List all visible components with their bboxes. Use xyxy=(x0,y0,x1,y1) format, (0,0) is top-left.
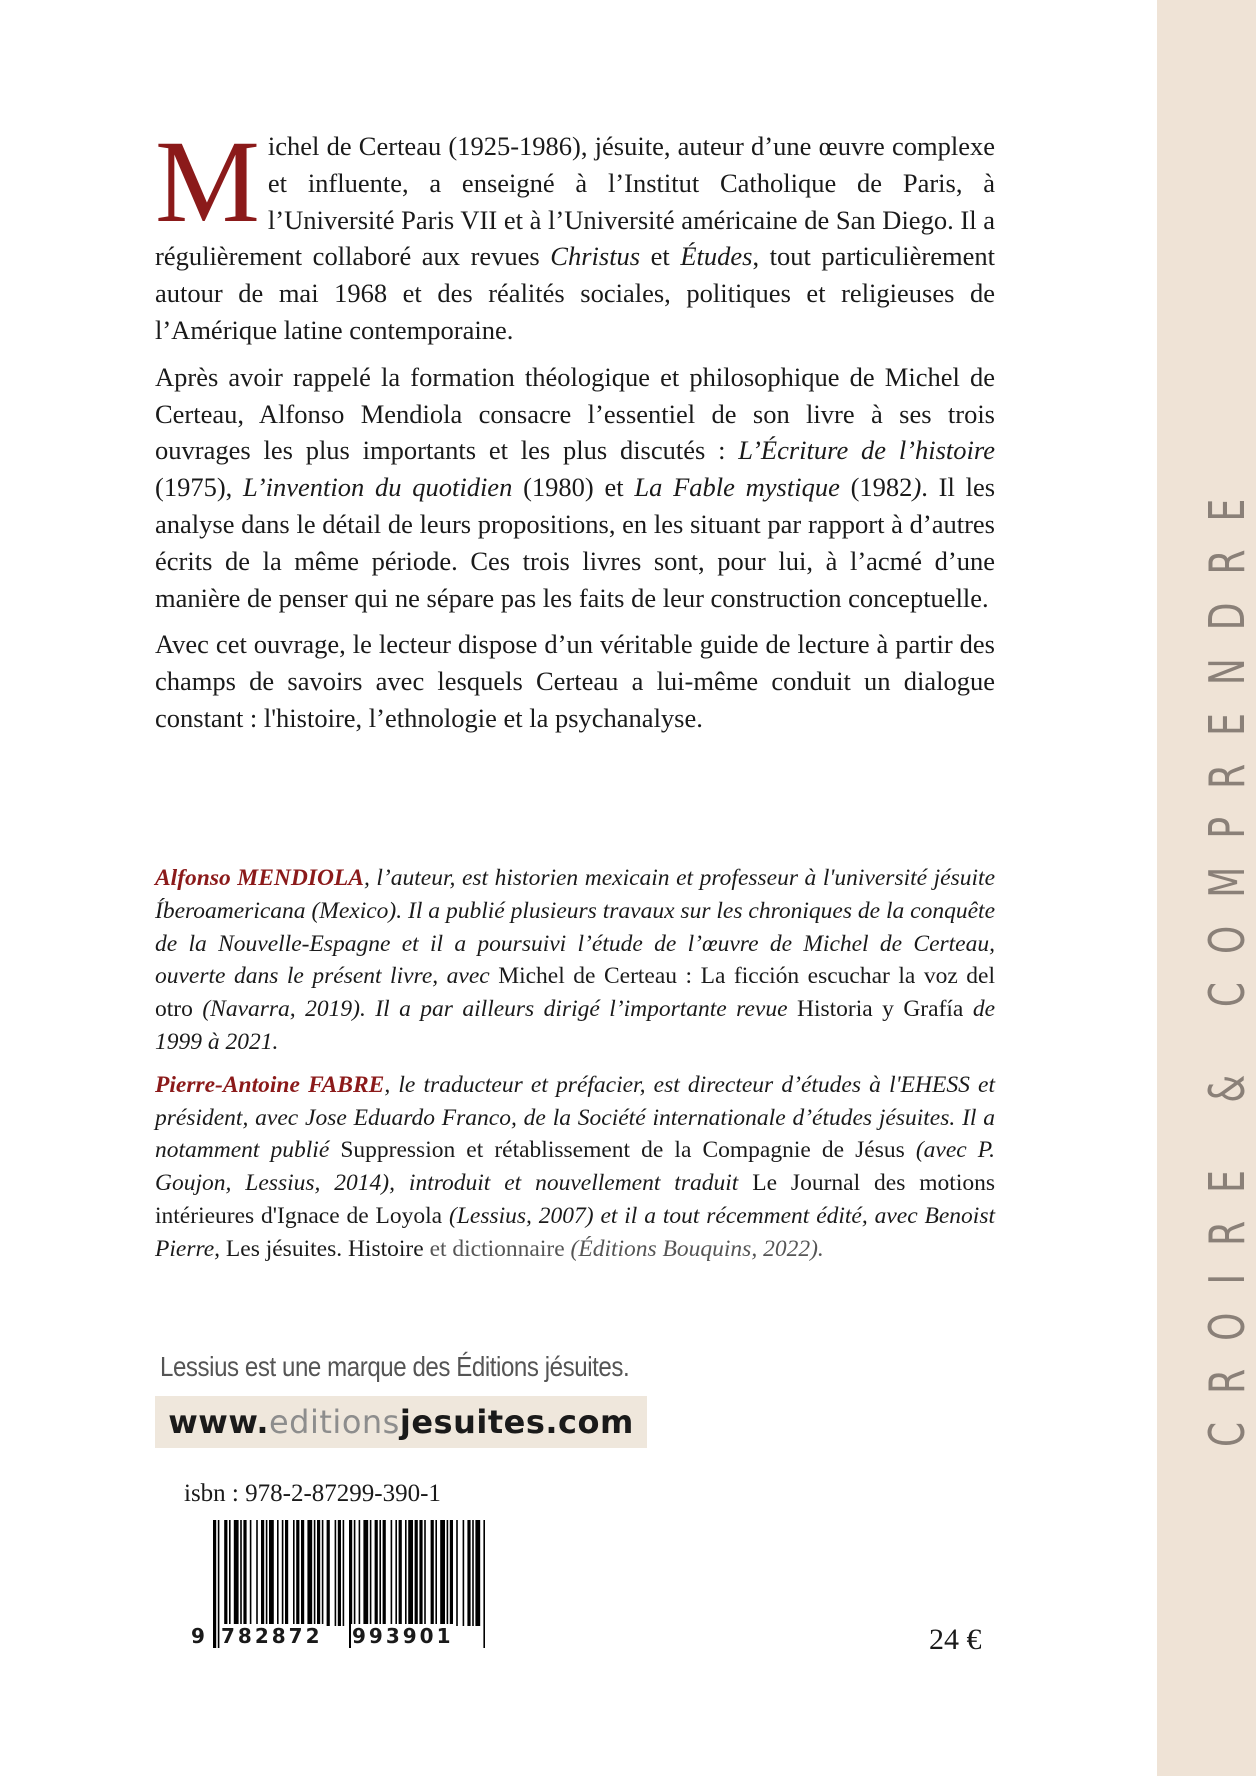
barcode-bar xyxy=(338,1520,341,1626)
barcode-bar xyxy=(483,1520,485,1648)
barcode-bar xyxy=(285,1520,288,1626)
book-title: L’Écriture de l’histoire xyxy=(738,435,995,466)
barcode-bar xyxy=(419,1520,422,1626)
text-run: ) xyxy=(912,472,922,503)
journal-title: Études xyxy=(680,241,753,272)
drop-cap: M xyxy=(155,116,260,247)
publisher-website-link[interactable] xyxy=(155,1396,647,1448)
text-run: (1980) et xyxy=(512,472,635,503)
description-paragraph-3: Avec cet ouvrage, le lecteur dispose d’un véritable guide de lecture à partir des champs de savoirs avec lesquels Certeau a lui-même conduit un dialogue constant : l'histoire, l’ethnologie et la psychanalyse. xyxy=(155,629,995,733)
text-run: Après avoir rappelé la formation théologique et philosophique de Michel de Certeau, Alfonso Mendiola consacre l’essentiel de son livre à ses trois ouvrages les plus importants et les plus discutés : xyxy=(155,361,995,466)
barcode-bar xyxy=(450,1520,453,1626)
book-title: Michel de Certeau : La ficción escuchar la voz del otro xyxy=(155,963,996,1023)
barcode-bar xyxy=(335,1520,337,1626)
barcode-bar xyxy=(314,1520,316,1626)
journal-title: Christus xyxy=(550,241,641,272)
series-title xyxy=(1200,470,1256,1447)
barcode-bar xyxy=(229,1520,231,1626)
barcode-bar xyxy=(379,1520,381,1626)
translator-bio xyxy=(155,1069,995,1266)
barcode-digits-right: 993901 xyxy=(352,1624,454,1648)
website-mid: editions xyxy=(268,1403,400,1441)
barcode-bar xyxy=(475,1520,480,1626)
barcode-bar xyxy=(224,1520,227,1626)
barcode-bar xyxy=(243,1520,246,1626)
barcode-bar xyxy=(277,1520,279,1626)
series-title-text: CROIRE & COMPRENDRE xyxy=(1200,470,1256,1447)
barcode-bar xyxy=(359,1520,361,1626)
text-run: et dictionnaire xyxy=(423,1235,565,1262)
text-run: , tout particulièrement autour de mai 1968 et des réalités sociales, politiques et religieuses de l’Amérique latine contemporaine. xyxy=(155,241,995,345)
barcode-bar xyxy=(327,1520,330,1626)
text-run: (Navarra, 2019). Il a par ailleurs dirigé l’importante revue xyxy=(192,996,797,1023)
author-name: Alfonso MENDIOLA xyxy=(155,865,364,891)
isbn-label: isbn : 978-2-87299-390-1 xyxy=(184,1480,441,1507)
barcode-bar xyxy=(370,1520,372,1626)
barcode-bar xyxy=(250,1520,252,1626)
barcode-bar xyxy=(447,1520,449,1626)
barcode-bar xyxy=(415,1520,418,1626)
barcode-bar xyxy=(456,1520,458,1626)
barcode-bar xyxy=(317,1520,320,1626)
barcode-bar xyxy=(395,1520,397,1626)
barcode-bar xyxy=(307,1520,312,1626)
barcode-bar xyxy=(296,1520,299,1626)
barcode-bar xyxy=(343,1520,345,1626)
barcode-bar xyxy=(363,1520,368,1626)
barcode-bar xyxy=(354,1520,356,1626)
book-title: La Fable mystique xyxy=(634,472,840,503)
translator-name: Pierre-Antoine FABRE xyxy=(155,1071,385,1098)
text-run: , l’auteur, est historien mexicain et professeur à l'université jésuite Íberoamericana (Mexico). Il a publié plusieurs travaux sur les chroniques de la conquête de la Nouvelle-Espagne et il a poursuivi l’étude de l’œuvre de Michel de Certeau, ouverte dans le présent livre, avec xyxy=(155,865,995,990)
barcode-bar xyxy=(435,1520,437,1626)
barcode-bar xyxy=(282,1520,284,1626)
barcode-bar xyxy=(269,1520,274,1626)
text-run: , le traducteur et préfacier, est directeur d’études à l'EHESS et président, avec Jose Eduardo Franco, de la Société internationale d’études jésuites. Il a notamment publié xyxy=(155,1071,995,1164)
barcode-bar xyxy=(383,1520,386,1626)
text-run: (1975), xyxy=(155,472,244,503)
website-prefix: www. xyxy=(168,1403,269,1441)
barcode-bar xyxy=(408,1520,413,1626)
text-run: de 1999 à 2021. xyxy=(155,996,995,1055)
barcode-bar xyxy=(293,1520,295,1626)
book-title: L’invention du quotidien xyxy=(243,472,513,503)
barcode-bar xyxy=(213,1520,216,1648)
barcode-bar xyxy=(301,1520,304,1626)
barcode-digit-first: 9 xyxy=(191,1624,208,1648)
description-paragraph-2 xyxy=(155,359,995,617)
text-run: (Lessius, 2007) et il a tout récemment édité, avec Benoist Pierre, xyxy=(155,1202,995,1262)
text-run: (Éditions Bouquins, 2022). xyxy=(564,1235,824,1262)
text-run: et xyxy=(640,241,681,272)
description-paragraph-1 xyxy=(155,116,995,349)
barcode-bar xyxy=(431,1520,434,1626)
book-title: Le Journal des motions intérieures d'Ignace de Loyola xyxy=(155,1170,995,1229)
price: 24 € xyxy=(929,1623,982,1656)
description xyxy=(155,116,996,747)
barcode-digits-left: 782872 xyxy=(221,1624,323,1648)
website-suffix: jesuites.com xyxy=(399,1403,634,1441)
book-title: Suppression et rétablissement de la Compagnie de Jésus xyxy=(340,1137,905,1164)
text-run: ichel de Certeau (1925-1986), jésuite, auteur d’une œuvre complexe et influente, a enseigné à l’Institut Catholique de Paris, à l’Université Paris VII et à l’Université américaine de San Diego. Il a régulièrement collaboré aux revues xyxy=(155,131,995,272)
biographies xyxy=(155,862,995,1276)
barcode-bar xyxy=(391,1520,393,1626)
journal-title: Historia y Grafía xyxy=(796,996,964,1023)
book-title: Les jésuites. Histoire xyxy=(225,1235,424,1262)
barcode-bar xyxy=(399,1520,402,1626)
text-run: (1982 xyxy=(839,472,913,503)
barcode-bar xyxy=(256,1520,258,1626)
barcode-bar xyxy=(234,1520,239,1626)
barcode-bar xyxy=(440,1520,445,1626)
barcode-bar xyxy=(322,1520,324,1626)
barcode-bar xyxy=(472,1520,474,1626)
publisher-note: Lessius est une marque des Éditions jésuites. xyxy=(160,1351,630,1382)
barcode-bar xyxy=(467,1520,470,1626)
barcode-bar xyxy=(266,1520,268,1626)
barcode-bar xyxy=(424,1520,426,1626)
text-run: (avec P. Goujon, Lessius, 2014), introduit et nouvellement traduit xyxy=(155,1137,995,1197)
text-run: . Il les analyse dans le détail de leurs propositions, en les situant par rapport à d’autres écrits de la même période. Ces trois livres sont, pour lui, à l’acmé d’une manière de penser qui ne sépare pas les faits de leur construction conceptuelle. xyxy=(155,472,996,613)
barcode-bar xyxy=(375,1520,378,1626)
barcode-bar xyxy=(240,1520,242,1626)
barcode-bar xyxy=(261,1520,264,1626)
author-bio xyxy=(155,862,995,1059)
barcode-bar xyxy=(405,1520,407,1626)
barcode-bar xyxy=(463,1520,465,1626)
